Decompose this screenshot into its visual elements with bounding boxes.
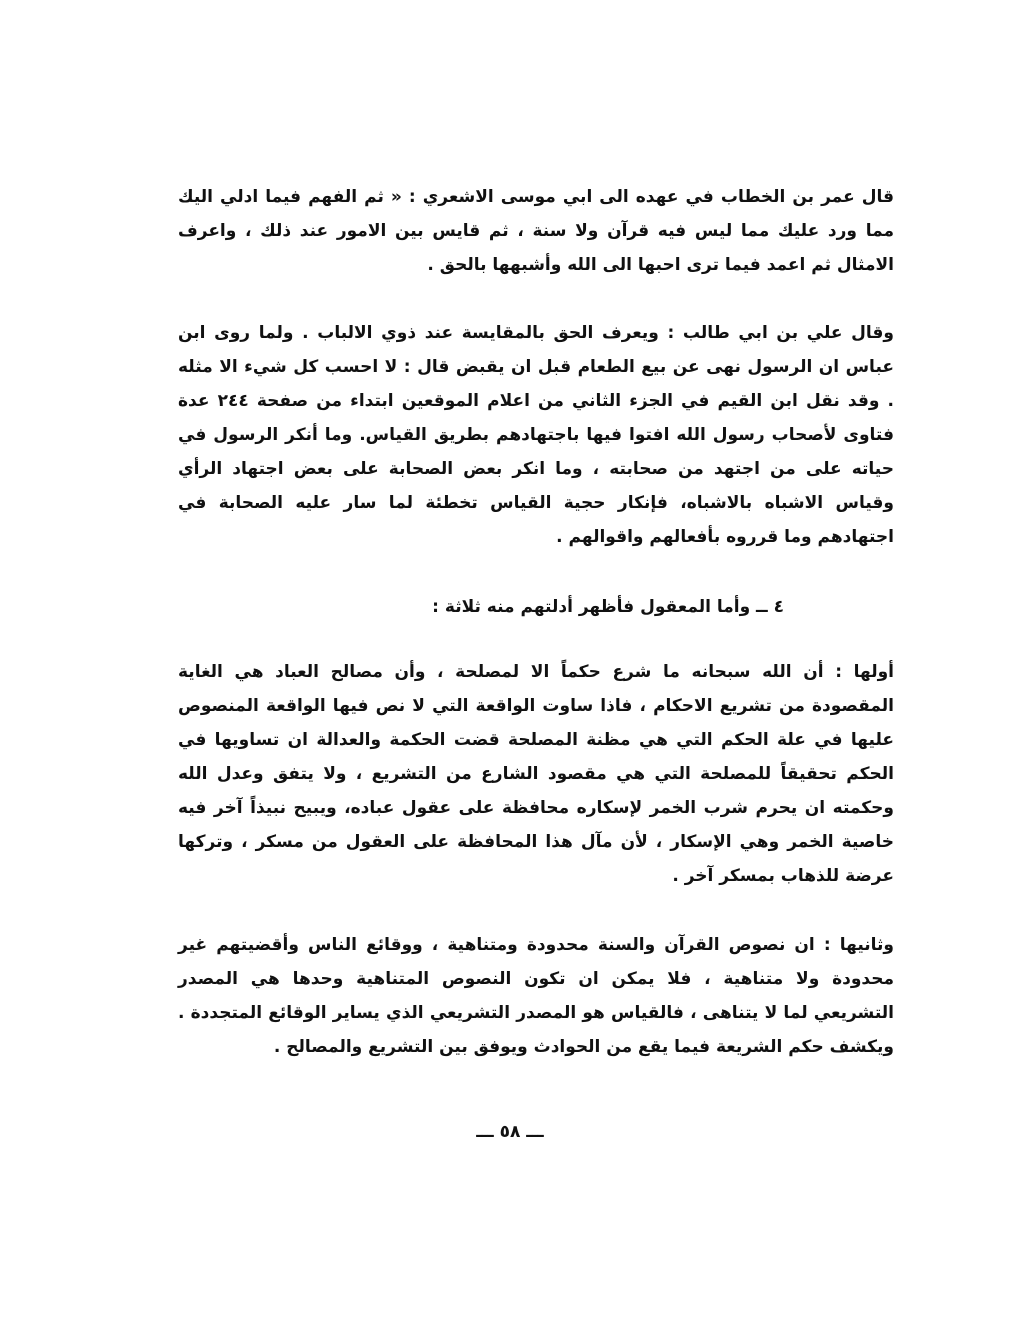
paragraph-body [178, 655, 894, 893]
paragraph-text: قال عمر بن الخطاب في عهده الى ابي موسى الاشعري : « ثم الفهم فيما ادلي اليك مما ورد عليك مما ليس فيه قرآن ولا سنة ، ثم قايس بين الامور عند ذلك ، واعرف الامثال ثم اعمد فيما ترى احبها الى الله وأشبهها بالحق . [178, 187, 894, 275]
paragraph-text: ان نصوص القرآن والسنة محدودة ومتناهية ، ووقائع الناس وأقضيتهم غير محدودة ولا متناهية ، فلا يمكن ان تكون النصوص المتناهية وحدها هي المصدر التشريعي لما لا يتناهى ، فالقياس هو المصدر التشريعي الذي يساير الوقائع المتجددة . ويكشف حكم الشريعة فيما يقع من الحوادث ويوفق بين التشريع والمصالح . [178, 935, 894, 1057]
paragraph-lead: وثانيها : [823, 935, 895, 955]
paragraph-first-argument [178, 655, 894, 893]
paragraph-umar-quote [178, 180, 894, 282]
page-number: ـــ ٥٨ ـــ [476, 1122, 544, 1142]
heading-text: ٤ ــ وأما المعقول فأظهر أدلتهم منه ثلاثة : [432, 597, 784, 617]
paragraph-second-argument [178, 928, 894, 1064]
paragraph-body [178, 928, 894, 1064]
section-heading [178, 590, 894, 624]
paragraph-lead: أولها : [835, 662, 894, 682]
paragraph-text: وقال علي بن ابي طالب : ويعرف الحق بالمقايسة عند ذوي الالباب . ولما روى ابن عباس ان الرسول نهى عن بيع الطعام قبل ان يقبض قال : لا احسب كل شيء الا مثله . وقد نقل ابن القيم في الجزء الثاني من اعلام الموقعين ابتداء من صفحة ٢٤٤ عدة فتاوى لأصحاب رسول الله افتوا فيها باجتهادهم بطريق القياس. وما أنكر الرسول في حياته على من اجتهد من صحابته ، وما انكر بعض الصحابة على بعض اجتهاد الرأي وقياس الاشباه بالاشباه، فإنكار حجية القياس تخطئة لما سار عليه الصحابة في اجتهادهم وما قرروه بأفعالهم واقوالهم . [178, 323, 894, 547]
paragraph-ali-quote [178, 316, 894, 554]
paragraph-text: أن الله سبحانه ما شرع حكماً الا لمصلحة ، وأن مصالح العباد هي الغاية المقصودة من تشريع الاحكام ، فاذا ساوت الواقعة التي لا نص فيها الواقعة المنصوص عليها في علة الحكم التي هي مظنة المصلحة قضت الحكمة والعدالة ان تساويها في الحكم تحقيقاً للمصلحة التي هي مقصود الشارع من التشريع ، ولا يتفق وعدل الله وحكمته ان يحرم شرب الخمر لإسكاره محافظة على عقول عباده، ويبيح نبيذاً آخر فيه خاصية الخمر وهي الإسكار ، لأن مآل هذا المحافظة على العقول من مسكر ، وتركها عرضة للذهاب بمسكر آخر . [178, 662, 894, 886]
